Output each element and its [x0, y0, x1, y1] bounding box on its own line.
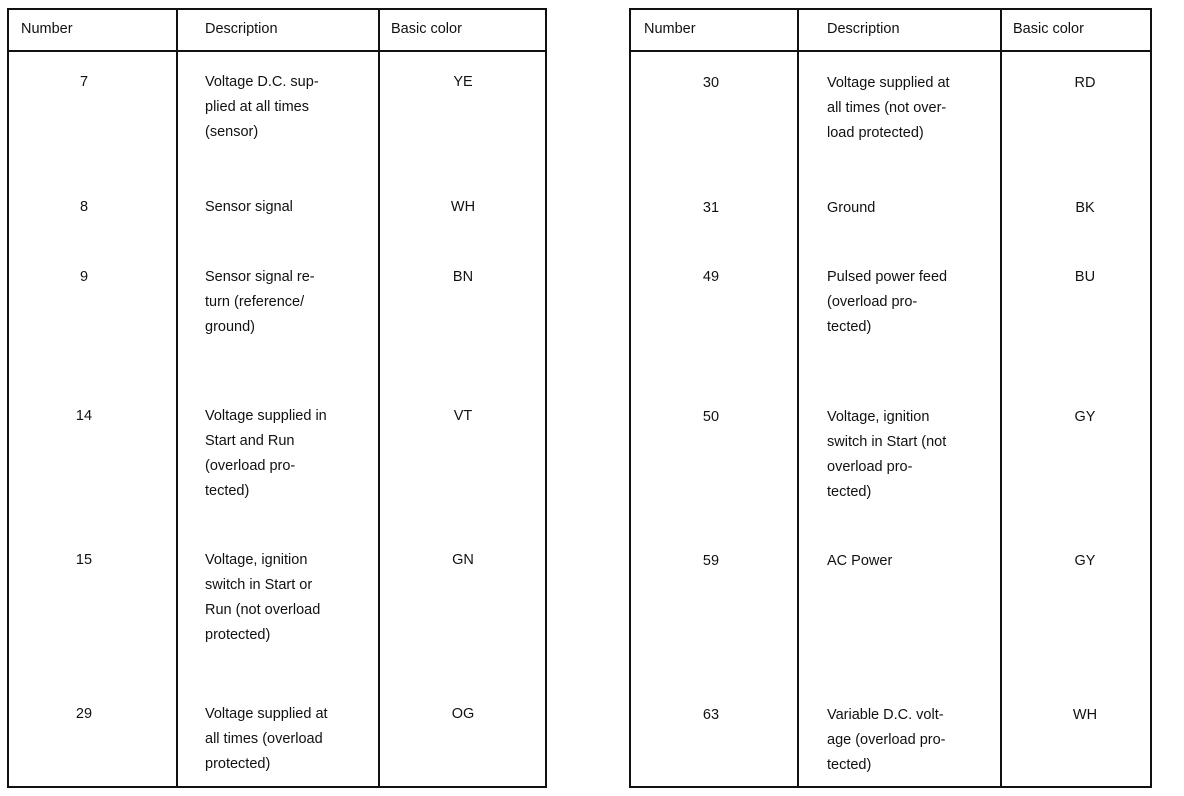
header-basic-color: Basic color [1013, 21, 1084, 37]
cell-color: BK [1075, 200, 1095, 216]
header-number: Number [644, 21, 696, 37]
cell-description: Sensor signal re- turn (reference/ ground) [205, 269, 315, 335]
cell-color: GY [1074, 553, 1096, 569]
cell-color: WH [1072, 707, 1098, 723]
cell-number: 29 [75, 706, 93, 722]
cell-number: 7 [79, 74, 89, 90]
cell-color: RD [1074, 75, 1096, 91]
column-divider [797, 10, 799, 786]
cell-number: 15 [75, 552, 93, 568]
cell-description: Ground [827, 200, 876, 216]
header-number: Number [21, 21, 73, 37]
column-divider [176, 10, 178, 786]
header-divider [631, 50, 1150, 52]
cell-description: Voltage supplied at all times (overload protected) [205, 706, 328, 772]
cell-number: 59 [702, 553, 720, 569]
cell-description: Voltage supplied in Start and Run (overload pro- tected) [205, 408, 327, 499]
header-description: Description [827, 21, 900, 37]
wire-table-left [7, 8, 547, 788]
column-divider [1000, 10, 1002, 786]
cell-number: 8 [79, 199, 89, 215]
cell-number: 9 [79, 269, 89, 285]
wire-table-right [629, 8, 1152, 788]
cell-color: YE [453, 74, 473, 90]
column-divider [378, 10, 380, 786]
header-basic-color: Basic color [391, 21, 462, 37]
cell-number: 14 [75, 408, 93, 424]
cell-number: 50 [702, 409, 720, 425]
cell-color: WH [450, 199, 476, 215]
cell-color: GN [452, 552, 474, 568]
cell-number: 31 [702, 200, 720, 216]
cell-color: VT [453, 408, 473, 424]
header-description: Description [205, 21, 278, 37]
cell-number: 30 [702, 75, 720, 91]
cell-description: Voltage, ignition switch in Start or Run (not overload protected) [205, 552, 321, 643]
cell-number: 63 [702, 707, 720, 723]
cell-color: OG [451, 706, 475, 722]
cell-description: Sensor signal [205, 199, 293, 215]
cell-number: 49 [702, 269, 720, 285]
header-divider [9, 50, 545, 52]
cell-description: Voltage D.C. sup- plied at all times (sensor) [205, 74, 319, 140]
cell-color: GY [1074, 409, 1096, 425]
cell-description: Pulsed power feed (overload pro- tected) [827, 269, 948, 335]
cell-description: Variable D.C. volt- age (overload pro- tected) [827, 707, 946, 773]
cell-color: BU [1074, 269, 1096, 285]
cell-description: Voltage, ignition switch in Start (not overload pro- tected) [827, 409, 947, 500]
cell-description: Voltage supplied at all times (not over- load protected) [827, 75, 950, 141]
cell-description: AC Power [827, 553, 893, 569]
cell-color: BN [452, 269, 474, 285]
